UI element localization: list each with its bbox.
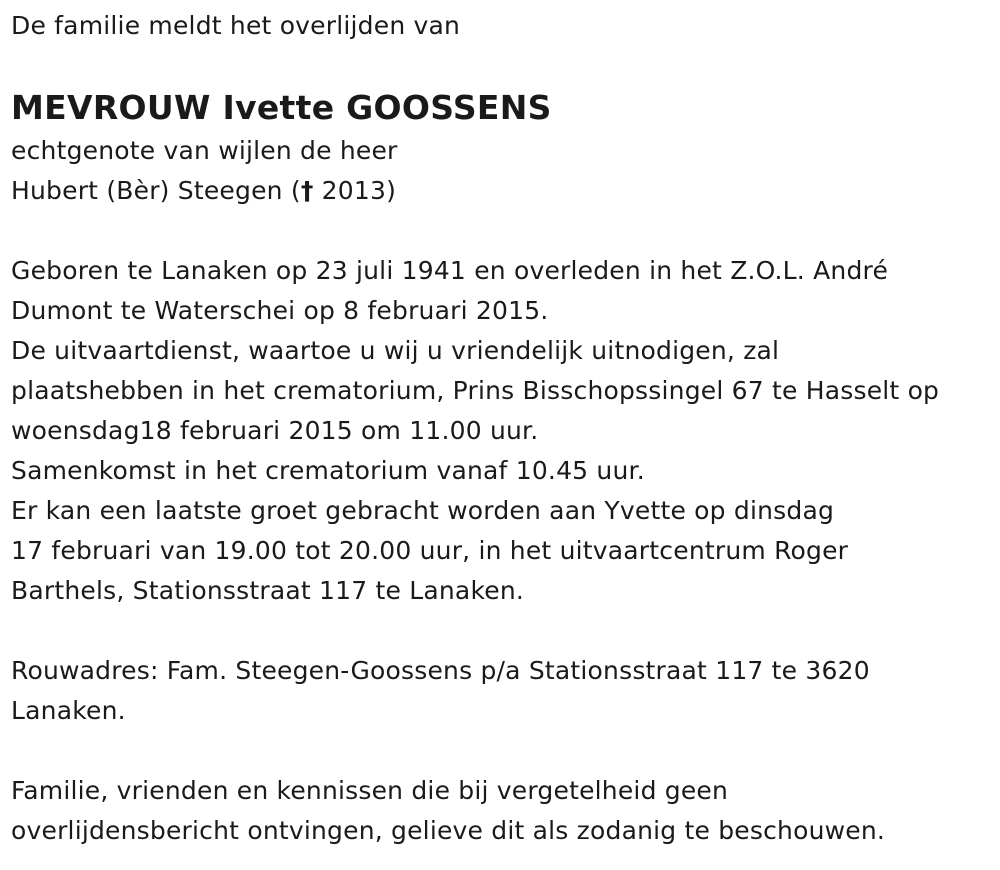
closing-line: Familie, vrienden en kennissen die bij vergetelheid geen bbox=[11, 776, 729, 805]
details-line: Er kan een laatste groet gebracht worden aan Yvette op dinsdag bbox=[11, 496, 835, 525]
spacer bbox=[11, 611, 1000, 651]
relation-line-2 bbox=[11, 171, 1000, 211]
details-paragraph bbox=[11, 251, 1000, 611]
details-line: 17 februari van 19.00 tot 20.00 uur, in het uitvaartcentrum Roger bbox=[11, 536, 849, 565]
details-line: Samenkomst in het crematorium vanaf 10.45 uur. bbox=[11, 456, 645, 485]
details-line: De uitvaartdienst, waartoe u wij u vriendelijk uitnodigen, zal bbox=[11, 336, 780, 365]
address-line: Lanaken. bbox=[11, 696, 126, 725]
details-line: plaatshebben in het crematorium, Prins Bisschopssingel 67 te Hasselt op bbox=[11, 376, 940, 405]
relation-line-2-prefix: Hubert (Bèr) Steegen ( bbox=[11, 176, 301, 205]
relation-line-2-suffix: 2013) bbox=[313, 176, 397, 205]
closing-line: overlijdensbericht ontvingen, gelieve dit als zodanig te beschouwen. bbox=[11, 816, 886, 845]
deceased-name: MEVROUW Ivette GOOSSENS bbox=[11, 88, 552, 127]
details-line: Geboren te Lanaken op 23 juli 1941 en overleden in het Z.O.L. André bbox=[11, 256, 889, 285]
address-line: Rouwadres: Fam. Steegen-Goossens p/a Stationsstraat 117 te 3620 bbox=[11, 656, 870, 685]
closing-paragraph bbox=[11, 771, 1000, 851]
details-line: woensdag18 februari 2015 om 11.00 uur. bbox=[11, 416, 539, 445]
details-line: Barthels, Stationsstraat 117 te Lanaken. bbox=[11, 576, 525, 605]
spacer bbox=[11, 731, 1000, 771]
intro-text: De familie meldt het overlijden van bbox=[11, 11, 461, 40]
address-paragraph bbox=[11, 651, 1000, 731]
relation-line-1: echtgenote van wijlen de heer bbox=[11, 136, 398, 165]
spacer bbox=[11, 211, 1000, 251]
details-line: Dumont te Waterschei op 8 februari 2015. bbox=[11, 296, 549, 325]
cross-icon: † bbox=[300, 176, 314, 205]
